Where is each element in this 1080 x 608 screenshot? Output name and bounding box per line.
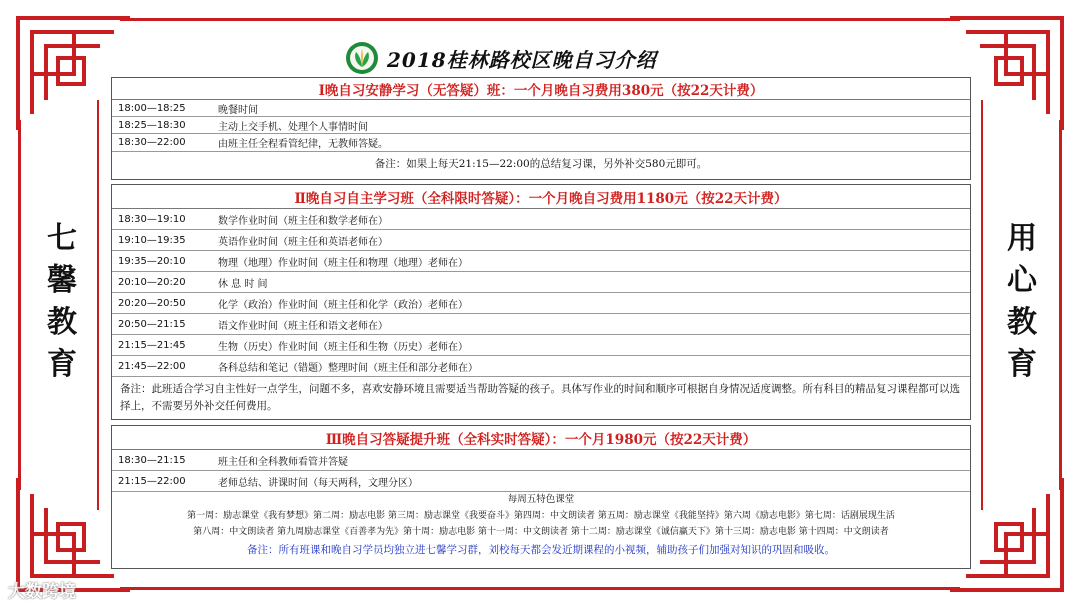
page-header xyxy=(345,41,657,75)
side-char: 七 xyxy=(47,221,77,256)
row-desc: 老师总结、讲课时间（每天两科，文理分区） xyxy=(218,477,418,489)
table-row xyxy=(112,314,970,335)
row-desc: 各科总结和笔记（错题）整理时间（班主任和部分老师在） xyxy=(218,362,478,374)
frame-left-line xyxy=(18,120,21,490)
table-row xyxy=(112,100,970,117)
table-row xyxy=(112,134,970,152)
footer-note: 备注：所有班课和晚自习学员均独立进七馨学习群，刘校每天都会发近期课程的小视频，辅助孩子们加强对知识的巩固和吸收。 xyxy=(247,544,835,556)
section-3-heading: Ⅲ晚自习答疑提升班（全科实时答疑）：一个月1980元（按22天计费） xyxy=(112,426,970,450)
table-row xyxy=(112,335,970,356)
row-desc: 化学（政治）作业时间（班主任和化学（政治）老师在） xyxy=(218,299,468,311)
watermark: 大数跨境 xyxy=(8,582,76,602)
table-row xyxy=(112,230,970,251)
frame-right-line xyxy=(1059,120,1062,490)
side-slogan-left xyxy=(37,218,87,386)
leaf-logo-icon xyxy=(345,41,379,75)
side-char: 心 xyxy=(1007,263,1037,298)
table-row xyxy=(112,471,970,492)
frame-bottom-line xyxy=(120,587,960,590)
row-desc: 休 息 时 间 xyxy=(218,278,268,290)
row-desc: 生物（历史）作业时间（班主任和生物（历史）老师在） xyxy=(218,341,468,353)
table-row xyxy=(112,209,970,230)
side-char: 馨 xyxy=(47,263,77,298)
table-row xyxy=(112,272,970,293)
row-desc: 数学作业时间（班主任和数学老师在） xyxy=(218,215,388,227)
section-2-box xyxy=(111,184,971,420)
section-2-heading: Ⅱ晚自习自主学习班（全科限时答疑）：一个月晚自习费用1180元（按22天计费） xyxy=(112,185,970,209)
row-time: 20:50—21:15 xyxy=(118,318,186,330)
row-time: 21:15—21:45 xyxy=(118,339,186,351)
row-time: 21:15—22:00 xyxy=(118,475,186,487)
section-3-box xyxy=(111,425,971,569)
section-1-box xyxy=(111,77,971,180)
frame-top-line xyxy=(120,18,960,21)
section-2-note: 备注：此班适合学习自主性好一点学生，问题不多，喜欢安静环境且需要适当帮助答疑的孩子。具体写作业的时间和顺序可根据自身情况适度调整。所有科目的精品复习课程都可以选择上，不需要另外补交任何费用。 xyxy=(120,383,960,412)
weekly-schedule-line: 第一周：励志课堂《我有梦想》第二周：励志电影 第三周：励志课堂《我要奋斗》第四周：中文朗读者 第五周：励志课堂《我能坚持》第六周《励志电影》第七周：话剧展现生活 xyxy=(187,511,895,521)
table-row xyxy=(112,356,970,377)
side-char: 育 xyxy=(47,347,77,382)
table-row xyxy=(112,450,970,471)
side-slogan-right xyxy=(997,218,1047,386)
row-desc: 物理（地理）作业时间（班主任和物理（地理）老师在） xyxy=(218,257,468,269)
row-time: 18:00—18:25 xyxy=(118,102,186,114)
frame-inner-left-line xyxy=(97,100,99,510)
side-char: 教 xyxy=(47,305,77,340)
row-desc: 语文作业时间（班主任和语文老师在） xyxy=(218,320,388,332)
side-char: 教 xyxy=(1007,305,1037,340)
row-time: 18:25—18:30 xyxy=(118,119,186,131)
row-time: 18:30—19:10 xyxy=(118,213,186,225)
table-row xyxy=(112,293,970,314)
row-time: 20:10—20:20 xyxy=(118,276,186,288)
side-char: 用 xyxy=(1007,221,1037,256)
weekly-title: 每周五特色课堂 xyxy=(507,494,575,505)
side-char: 育 xyxy=(1007,347,1037,382)
section-1-note: 备注：如果上每天21:15—22:00的总结复习课，另外补交580元即可。 xyxy=(374,158,708,170)
weekly-schedule-line: 第八周：中文朗读者 第九周励志课堂《百善孝为先》第十周：励志电影 第十一周：中文朗读者 第十二周：励志课堂《诚信赢天下》第十三周：励志电影 第十四周：中文朗读者 xyxy=(193,527,889,537)
section-1-heading: Ⅰ晚自习安静学习（无答疑）班：一个月晚自习费用380元（按22天计费） xyxy=(112,78,970,100)
row-time: 21:45—22:00 xyxy=(118,360,186,372)
row-time: 20:20—20:50 xyxy=(118,297,186,309)
row-desc: 英语作业时间（班主任和英语老师在） xyxy=(218,236,388,248)
row-time: 19:10—19:35 xyxy=(118,234,186,246)
row-time: 18:30—22:00 xyxy=(118,137,186,148)
frame-inner-right-line xyxy=(981,100,983,510)
row-desc: 由班主任全程看管纪律，无教师答疑。 xyxy=(218,139,388,150)
page-title: 2018桂林路校区晚自习介绍 xyxy=(387,47,657,72)
table-row xyxy=(112,117,970,134)
table-row xyxy=(112,251,970,272)
row-desc: 班主任和全科教师看管并答疑 xyxy=(218,456,348,468)
row-desc: 主动上交手机、处理个人事情时间 xyxy=(218,121,368,133)
row-time: 19:35—20:10 xyxy=(118,255,186,267)
row-desc: 晚餐时间 xyxy=(218,104,258,116)
row-time: 18:30—21:15 xyxy=(118,454,186,466)
